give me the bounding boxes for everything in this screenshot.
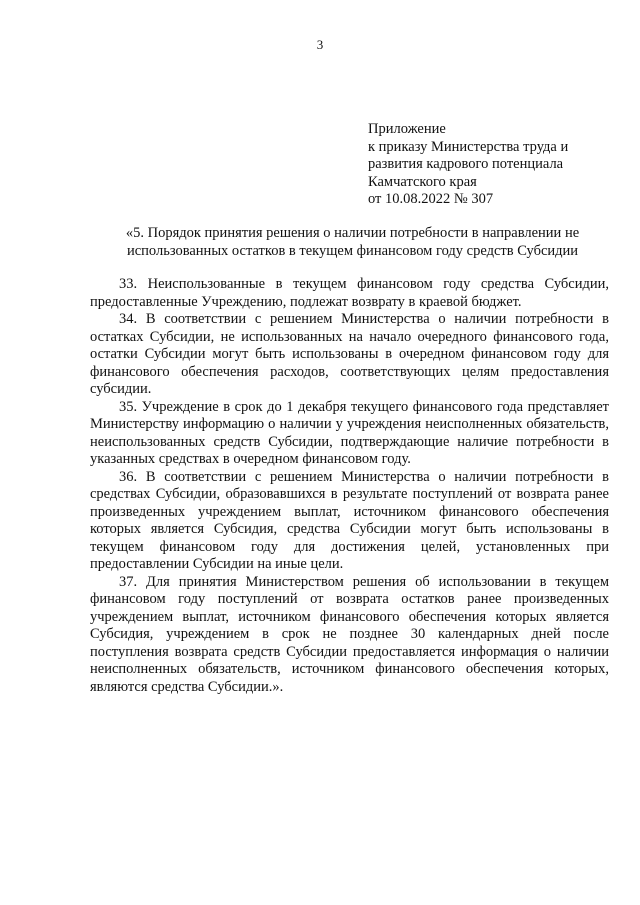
section-heading: «5. Порядок принятия решения о наличии потребности в направлении не использованных остатков в текущем финансовом году средств Субсидии: [125, 225, 580, 259]
appendix-line: Приложение: [368, 121, 446, 137]
document-body: [90, 276, 609, 696]
paragraph-35: 35. Учреждение в срок до 1 декабря текущего финансового года представляет Министерству информацию о наличии у учреждения неисполненных обязательств, неиспользованных средств Субсидии, подтверждающие наличие потребности в указанных средствах в очередном финансовом году.: [90, 398, 609, 467]
appendix-line: к приказу Министерства труда и: [368, 138, 569, 155]
paragraph-34: 34. В соответствии с решением Министерства о наличии потребности в остатках Субсидии, не использованных на начало очередного финансового года, остатки Субсидии могут быть использованы в очередном финансовом году для финансового обеспечения расходов, соответствующих целям предоставления субсидии.: [90, 311, 609, 397]
paragraph-37: 37. Для принятия Министерством решения об использовании в текущем финансовом году поступлений от возврата остатков ранее произведенных учреждением выплат, источником финансового обеспечения которых является Субсидия, учреждением в срок не позднее 30 календарных дней после поступления возврата средств Субсидии предоставляется информация о наличии неисполненных обязательств, источником финансового обеспечения которых, являются средства Субсидии.».: [90, 573, 609, 695]
paragraph-33: 33. Неиспользованные в текущем финансовом году средства Субсидии, предоставленные Учреждению, подлежат возврату в краевой бюджет.: [90, 276, 609, 310]
appendix-line: от 10.08.2022 № 307: [368, 191, 494, 207]
page-number: 3: [316, 37, 324, 52]
appendix-line: развития кадрового потенциала: [368, 156, 564, 172]
appendix-block: [368, 121, 608, 209]
appendix-line: Камчатского края: [368, 173, 477, 190]
paragraph-36: 36. В соответствии с решением Министерства о наличии потребности в средствах Субсидии, образовавшихся в результате поступлений от возврата ранее произведенных учреждением выплат, источником финансового обеспечения которых является Субсидия, средства Субсидии могут быть использованы в текущем финансовом году для достижения целей, установленных при предоставлении Субсидии на иные цели.: [90, 468, 609, 572]
